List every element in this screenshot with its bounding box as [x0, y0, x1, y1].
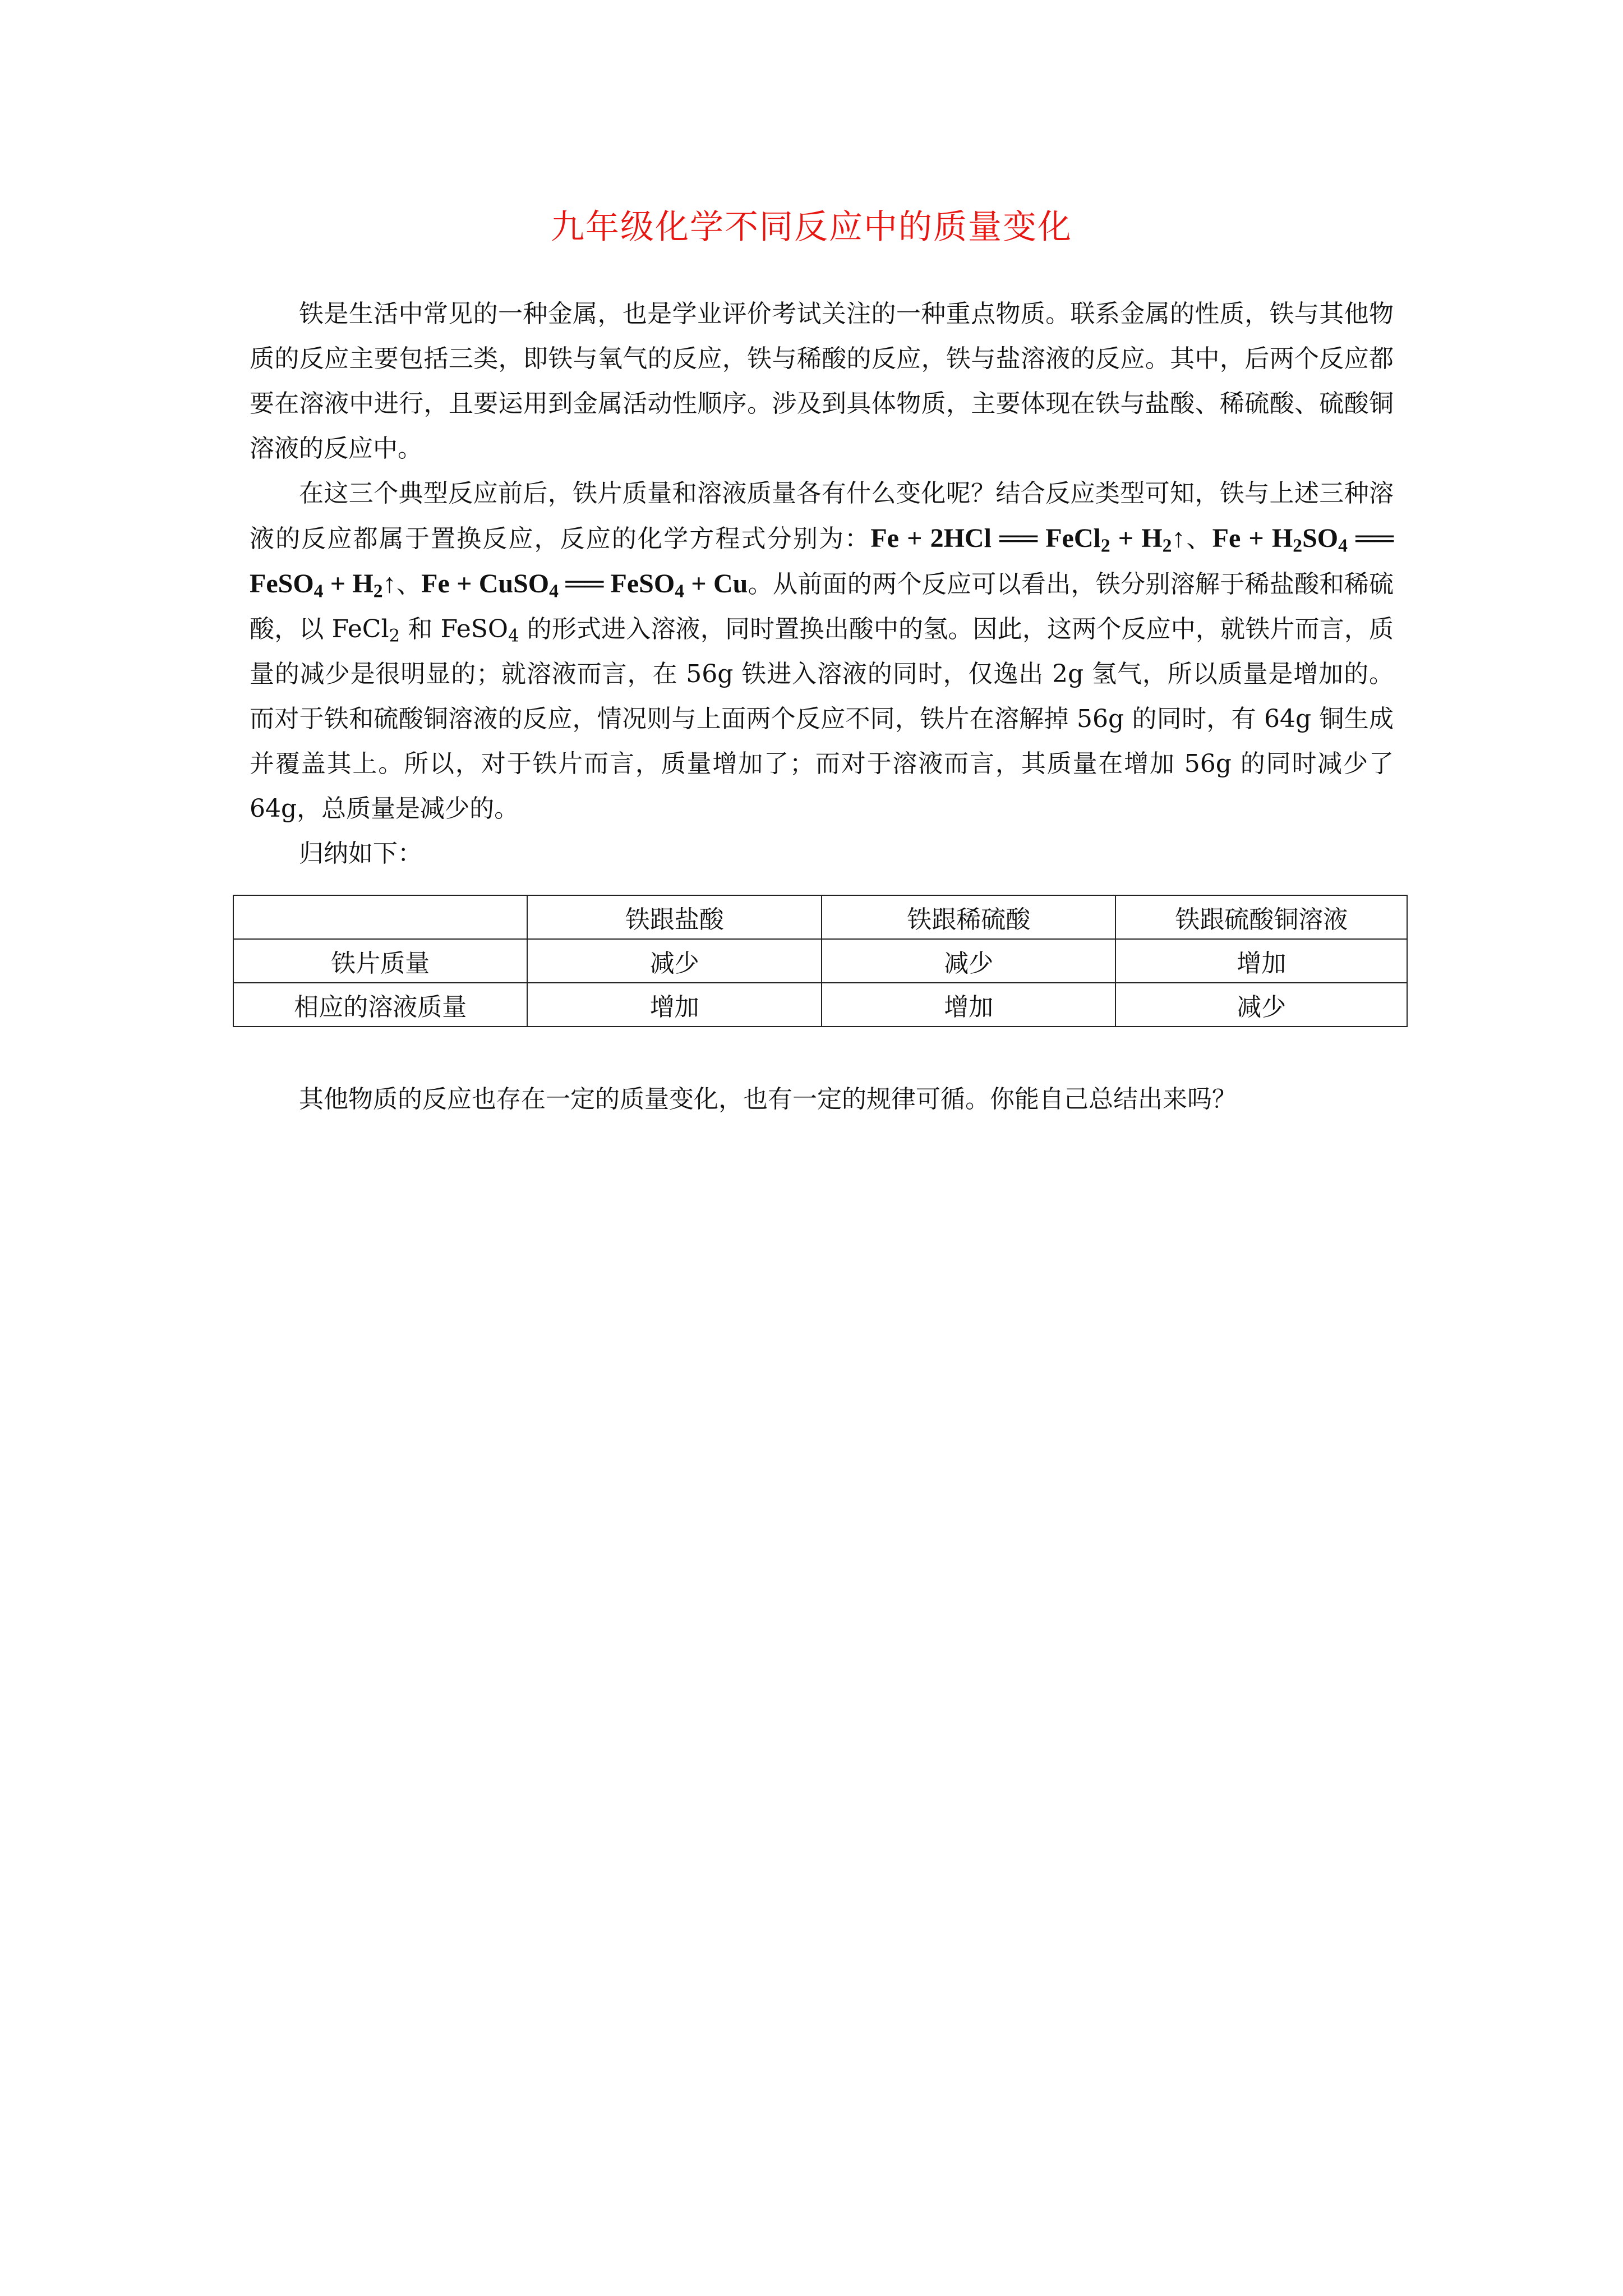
table-header-cell [233, 895, 527, 939]
table-cell: 铁片质量 [233, 939, 527, 983]
equation-iron-hydrochloric-acid: Fe + 2HCl ══ FeCl$_2$ + $H_2↑$ [870, 523, 1186, 556]
closing-paragraph: 其他物质的反应也存在一定的质量变化，也有一定的规律可循。你能自己总结出来吗？ [299, 1085, 1237, 1114]
table-row [233, 983, 1407, 1027]
table-cell: 减少 [1115, 983, 1407, 1027]
table-header-cell: 铁跟稀硫酸 [822, 895, 1115, 939]
paragraph-1: 铁是生活中常见的一种金属，也是学业评价考试关注的一种重点物质。联系金属的性质，铁与其他物质的反应主要包括三类，即铁与氧气的反应，铁与稀酸的反应，铁与盐溶液的反应。其中，后两个反应都要在溶液中进行，且要运用到金属活动性顺序。涉及到具体物质，主要体现在铁与盐酸、稀硫酸、硫酸铜溶液的反应中。 [250, 300, 1394, 463]
table-cell: 增加 [822, 983, 1115, 1027]
equation-iron-sulfuric-acid: $Fe + H_2SO_4$ ══ FeSO$_4$ + $H_2↑$ [250, 523, 1394, 602]
page-title: 九年级化学不同反应中的质量变化 [551, 208, 1072, 247]
table-cell: 增加 [527, 983, 821, 1027]
table-cell: 相应的溶液质量 [233, 983, 527, 1027]
table-cell: 减少 [527, 939, 821, 983]
paragraph-2-intro: 在这三个典型反应前后，铁片质量和溶液质量各有什么变化呢？结合反应类型可知，铁与上述三种溶液的反应都属于置换反应，反应的化学方程式分别为： [250, 479, 1394, 553]
equation-iron-copper-sulfate: Fe + CuSO$_4$ ══ FeSO$_4$ + Cu [421, 569, 748, 602]
summary-label: 归纳如下： [299, 839, 422, 868]
table-header-cell: 铁跟硫酸铜溶液 [1115, 895, 1407, 939]
document-body [250, 292, 1394, 876]
paragraph-2: 在这三个典型反应前后，铁片质量和溶液质量各有什么变化呢？结合反应类型可知，铁与上述三种溶液的反应都属于置换反应，反应的化学方程式分别为：Fe + 2HCl ══ FeCl$_2$ + $H_2↑$、$Fe + H_2SO_4$ ══ FeSO$_4$ + $H_2↑$、Fe + CuSO$_4$ ══ FeSO$_4$ + Cu。从前面的两个反应可以看出，铁分别溶解于稀盐酸和稀硫酸，以 FeCl$_2$ 和 FeSO$_4$ 的形式进入溶液，同时置换出酸中的氢。因此，这两个反应中，就铁片而言，质量的减少是很明显的；就溶液而言，在 56g 铁进入溶液的同时，仅逸出 2g 氢气，所以质量是增加的。而对于铁和硫酸铜溶液的反应，情况则与上面两个反应不同，铁片在溶解掉 56g 的同时，有 64g 铜生成并覆盖其上。所以，对于铁片而言，质量增加了；而对于溶液而言，其质量在增加 56g 的同时减少了 64g，总质量是减少的。 [250, 479, 1394, 823]
table-row [233, 939, 1407, 983]
table-cell: 增加 [1115, 939, 1407, 983]
table-cell: 减少 [822, 939, 1115, 983]
table-header-cell: 铁跟盐酸 [527, 895, 821, 939]
mass-change-table [233, 895, 1408, 1027]
table-header-row [233, 895, 1407, 939]
